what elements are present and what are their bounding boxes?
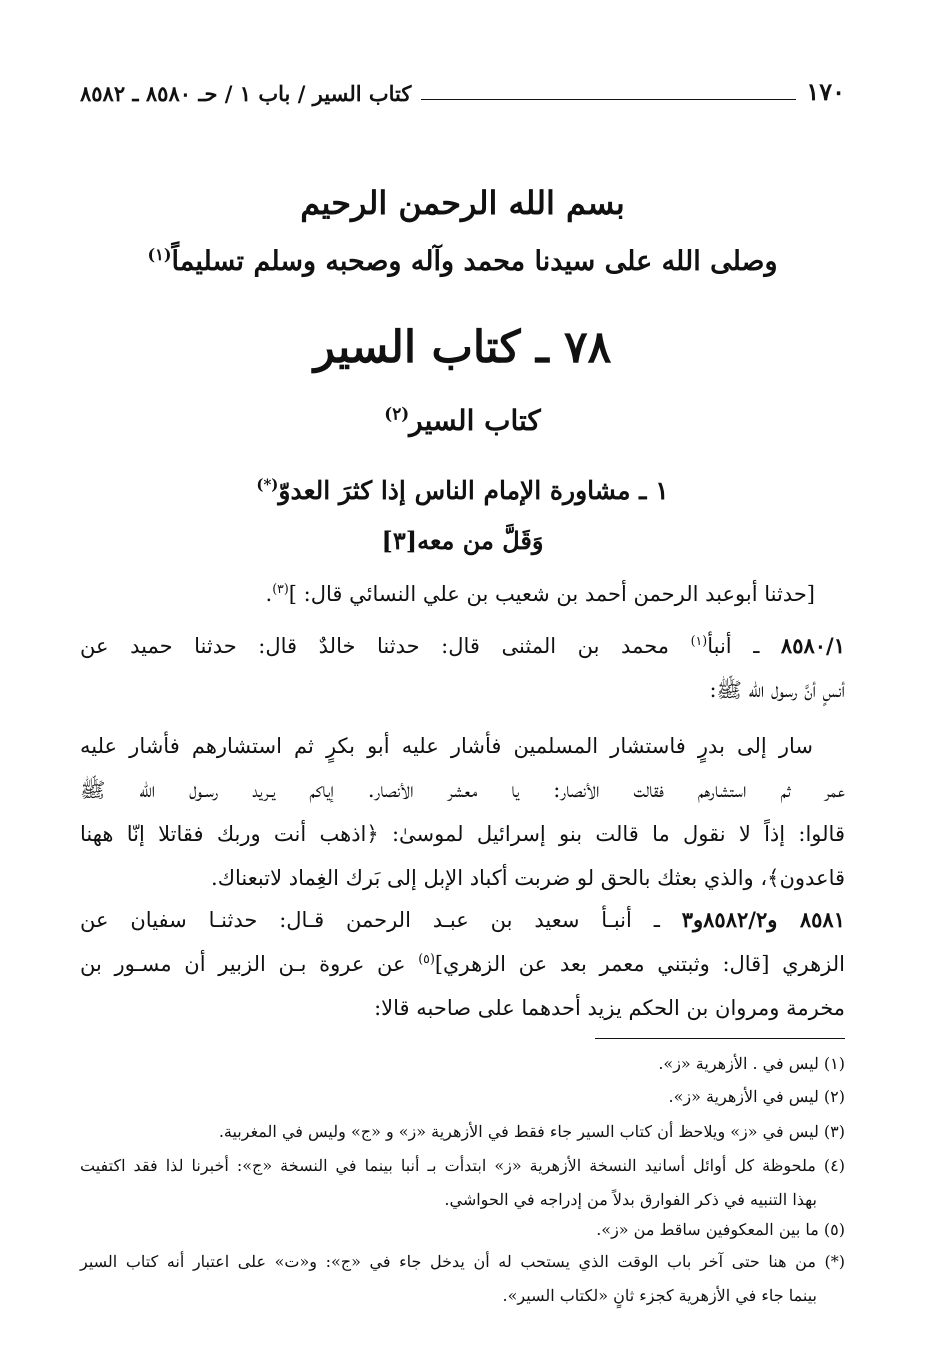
footnote: (٣) ليس في «ز» ويلاحظ أن كتاب السير جاء فقط في الأزهرية «ز» و «ج» وليس في المغربية.: [218, 1122, 845, 1141]
footnote-ref: (*): [256, 475, 279, 494]
isnad-intro-text: [حدثنا أبوعبد الرحمن أحمد بن شعيب بن علي النسائي قال: ]: [288, 582, 815, 606]
matn-line: قاعدون﴾، والذي بعثك بالحق لو ضربت أكباد الإبل إلى بَرك الغِماد لاتبعناك.: [211, 866, 845, 890]
isnad-intro-end: .: [265, 582, 273, 606]
chapter-heading-text: ١ ـ مشاورة الإمام الناس إذا كثرَ العدوّ: [278, 476, 669, 505]
chapter-heading: [80, 476, 845, 505]
book-title: ٧٨ ـ كتاب السير: [313, 322, 612, 373]
matn-line: قالوا: إذاً لا نقول ما قالت بنو إسرائيل لموسىٰ: ﴿اذهب أنت وربك فقاتلا إنّا ههنا: [80, 822, 845, 846]
footnote-ref: (١): [690, 633, 708, 648]
salat-line: [80, 246, 845, 277]
footnote: (٢) ليس في الأزهرية «ز».: [668, 1087, 845, 1106]
hadith-8581-line3: مخرمة ومروان بن الحكم يزيد أحدهما على صاحبه قالا:: [374, 996, 845, 1020]
chapter-heading-line2: وَقَلَّ من معه[٣]: [381, 526, 544, 555]
footnote-ref: (٥): [418, 951, 435, 966]
footnote-continuation: بهذا التنبيه في ذكر الفوارق بدلاً من إدراجه في الحواشي.: [444, 1190, 817, 1209]
hadith-8581-line2: [80, 948, 845, 980]
hadith-8580-line2: أنسٍ أنَّ رسول الله ﷺ:: [709, 678, 845, 702]
footnote-rule: [595, 1038, 845, 1039]
matn-line: عمر ثم استشارهم فقالت الأنصار: يا معشر الأنصار. إياكم يـريد رسـول الله ﷺ: [80, 778, 845, 802]
hadith-text: ـ أنبـأ سعيد بن عبـد الرحمن قـال: حدثنـا سفيان عن: [80, 908, 682, 932]
footnote: (٥) ما بين المعكوفين ساقط من «ز».: [596, 1220, 845, 1239]
hadith-text: عن عروة بـن الزبير أن مسـور بن: [80, 952, 419, 976]
running-header: [80, 66, 845, 106]
footnote: (٤) ملحوظة كل أوائل أسانيد النسخة الأزهرية «ز» ابتدأت بـ أنبا بينما في النسخة «ج»: أخبرنا لذا فقد اكتفيت: [80, 1156, 845, 1175]
book-subtitle: [80, 404, 845, 437]
hadith-8581-line1: [80, 904, 845, 936]
footnote-ref: (٣): [272, 581, 289, 596]
matn-line: سار إلى بدرٍ فاستشار المسلمين فأشار عليه أبو بكرٍ ثم استشارهم فأشار عليه: [80, 734, 813, 758]
hadith-text: الزهري [قال: وثبتني معمر بعد عن الزهري]: [434, 952, 845, 976]
hadith-text: محمد بن المثنى قال: حدثنا خالدٌ قال: حدثنا حميد عن: [80, 634, 691, 658]
hadith-number: ٨٥٨١ و٨٥٨٢/٢و٣: [681, 907, 845, 932]
header-rule: [421, 99, 796, 100]
subtitle-text: كتاب السير: [409, 404, 541, 437]
footnote: (*) من هنا حتى آخر باب الوقت الذي يستحب له أن يدخل جاء في «ج»: و«ت» على اعتبار أنه كتاب السير: [80, 1252, 845, 1271]
isnad-intro: [80, 578, 815, 610]
page-number: ١٧٠: [806, 77, 845, 106]
footnote-ref: (١): [147, 245, 172, 264]
basmala: بسم الله الرحمن الرحيم: [300, 184, 625, 222]
footnote: (١) ليس في . الأزهرية «ز».: [658, 1054, 845, 1073]
hadith-number: ٨٥٨٠/١: [780, 633, 845, 658]
hadith-8580-line1: [80, 630, 845, 662]
hadith-text: ـ أنبأ: [707, 634, 781, 658]
running-title: كتاب السير / باب ١ / حـ ٨٥٨٠ ـ ٨٥٨٢: [80, 81, 412, 106]
footnote-continuation: بينما جاء في الأزهرية كجزء ثانٍ «لكتاب السير».: [502, 1286, 817, 1305]
footnote-ref: (٢): [384, 403, 410, 424]
salat-text: وصلى الله على سيدنا محمد وآله وصحبه وسلم تسليماً: [171, 246, 778, 277]
